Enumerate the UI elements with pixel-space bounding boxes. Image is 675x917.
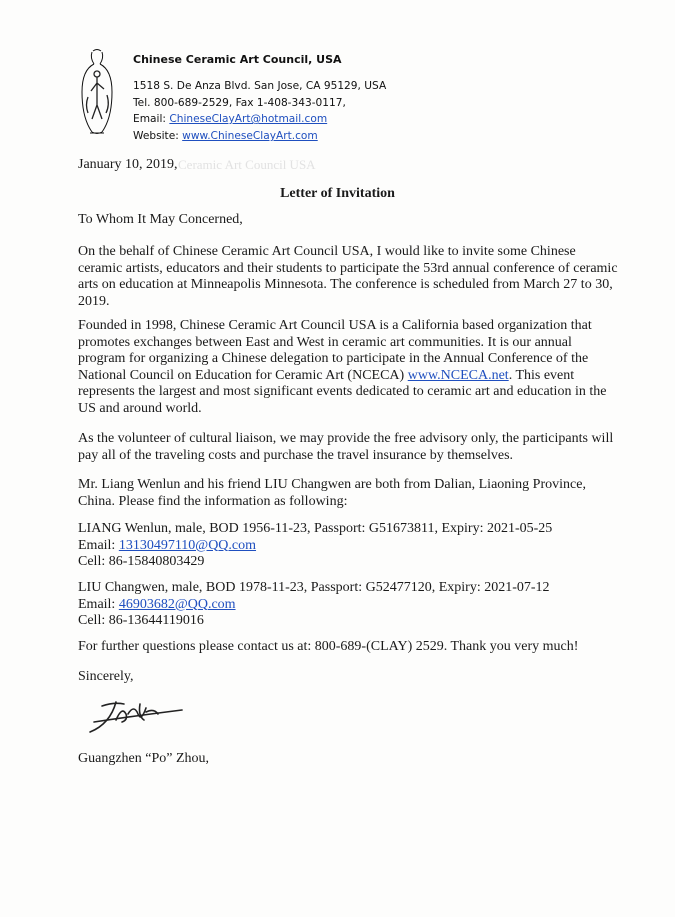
website-label: Website: — [133, 130, 183, 142]
greeting: To Whom It May Concerned, — [78, 212, 243, 227]
vase-logo-icon — [76, 47, 118, 139]
text-line: As the volunteer of cultural liaison, we may provide the free advisory only, the participants will — [78, 431, 614, 446]
email-label: Email: — [78, 537, 119, 553]
text-line: Founded in 1998, Chinese Ceramic Art Council USA is a California based organization that — [78, 318, 592, 333]
closing: Sincerely, — [78, 669, 134, 684]
participant-cell: Cell: 86-15840803429 — [78, 554, 205, 570]
letter-date: January 10, 2019, — [78, 157, 178, 172]
letter-title: Letter of Invitation — [280, 186, 395, 201]
text-line: US and around world. — [78, 400, 202, 416]
participant-info: LIU Changwen, male, BOD 1978-11-23, Passport: G52477120, Expiry: 2021-07-12 — [78, 580, 550, 595]
participant-liang — [78, 521, 552, 571]
email-label: Email: — [133, 113, 170, 125]
handwritten-signature — [88, 692, 184, 736]
contact-line: For further questions please contact us at: 800-689-(CLAY) 2529. Thank you very much! — [78, 639, 579, 654]
text-line: China. Please find the information as following: — [78, 493, 348, 509]
org-address: 1518 S. De Anza Blvd. San Jose, CA 95129, USA — [133, 80, 387, 92]
text-line: ceramic artists, educators and their students to participate the 53rd annual conference of ceramic — [78, 260, 618, 276]
org-website-link[interactable]: www.ChineseClayArt.com — [182, 130, 318, 142]
text-line: represents the largest and most significant events dedicated to ceramic art and education in the — [78, 384, 607, 400]
text-span: National Council on Education for Ceramic Art (NCECA) — [78, 367, 408, 383]
paragraph-costs — [78, 431, 613, 464]
text-line: arts on education at Minneapolis Minnesota. The conference is scheduled from March 27 to 30, — [78, 277, 613, 293]
participant-email-link[interactable]: 13130497110@QQ.com — [118, 537, 257, 553]
text-line: promotes exchanges between East and West in ceramic art communities. It is our annual — [78, 334, 572, 350]
email-label: Email: — [78, 596, 119, 612]
text-line: Mr. Liang Wenlun and his friend LIU Changwen are both from Dalian, Liaoning Province, — [78, 477, 586, 492]
signer-name: Guangzhen “Po” Zhou, — [78, 751, 210, 766]
faint-watermark-text: Ceramic Art Council USA — [178, 157, 316, 172]
text-line: 2019. — [78, 293, 110, 309]
participant-info: LIANG Wenlun, male, BOD 1956-11-23, Passport: G51673811, Expiry: 2021-05-25 — [78, 521, 553, 536]
org-email-line — [133, 113, 327, 125]
paragraph-invitation — [78, 244, 618, 310]
org-phone: Tel. 800-689-2529, Fax 1-408-343-0117, — [133, 97, 346, 109]
participant-email-line — [78, 538, 552, 555]
org-email-link[interactable]: ChineseClayArt@hotmail.com — [169, 113, 328, 125]
paragraph-about-council — [78, 318, 606, 418]
org-name: Chinese Ceramic Art Council, USA — [133, 53, 342, 66]
text-line: pay all of the traveling costs and purchase the travel insurance by themselves. — [78, 447, 514, 463]
nceca-link[interactable]: www.NCECA.net — [407, 367, 509, 383]
text-span: . This event — [508, 367, 575, 383]
participant-email-link[interactable]: 46903682@QQ.com — [118, 596, 236, 612]
paragraph-participants — [78, 477, 586, 510]
participant-cell: Cell: 86-13644119016 — [78, 613, 204, 629]
text-line: program for organizing a Chinese delegation to participate in the Annual Conference of the — [78, 351, 589, 367]
participant-email-line — [78, 597, 550, 614]
text-line: On the behalf of Chinese Ceramic Art Council USA, I would like to invite some Chinese — [78, 244, 576, 259]
org-website-line — [133, 130, 318, 142]
participant-liu — [78, 580, 550, 630]
text-line — [78, 368, 606, 385]
